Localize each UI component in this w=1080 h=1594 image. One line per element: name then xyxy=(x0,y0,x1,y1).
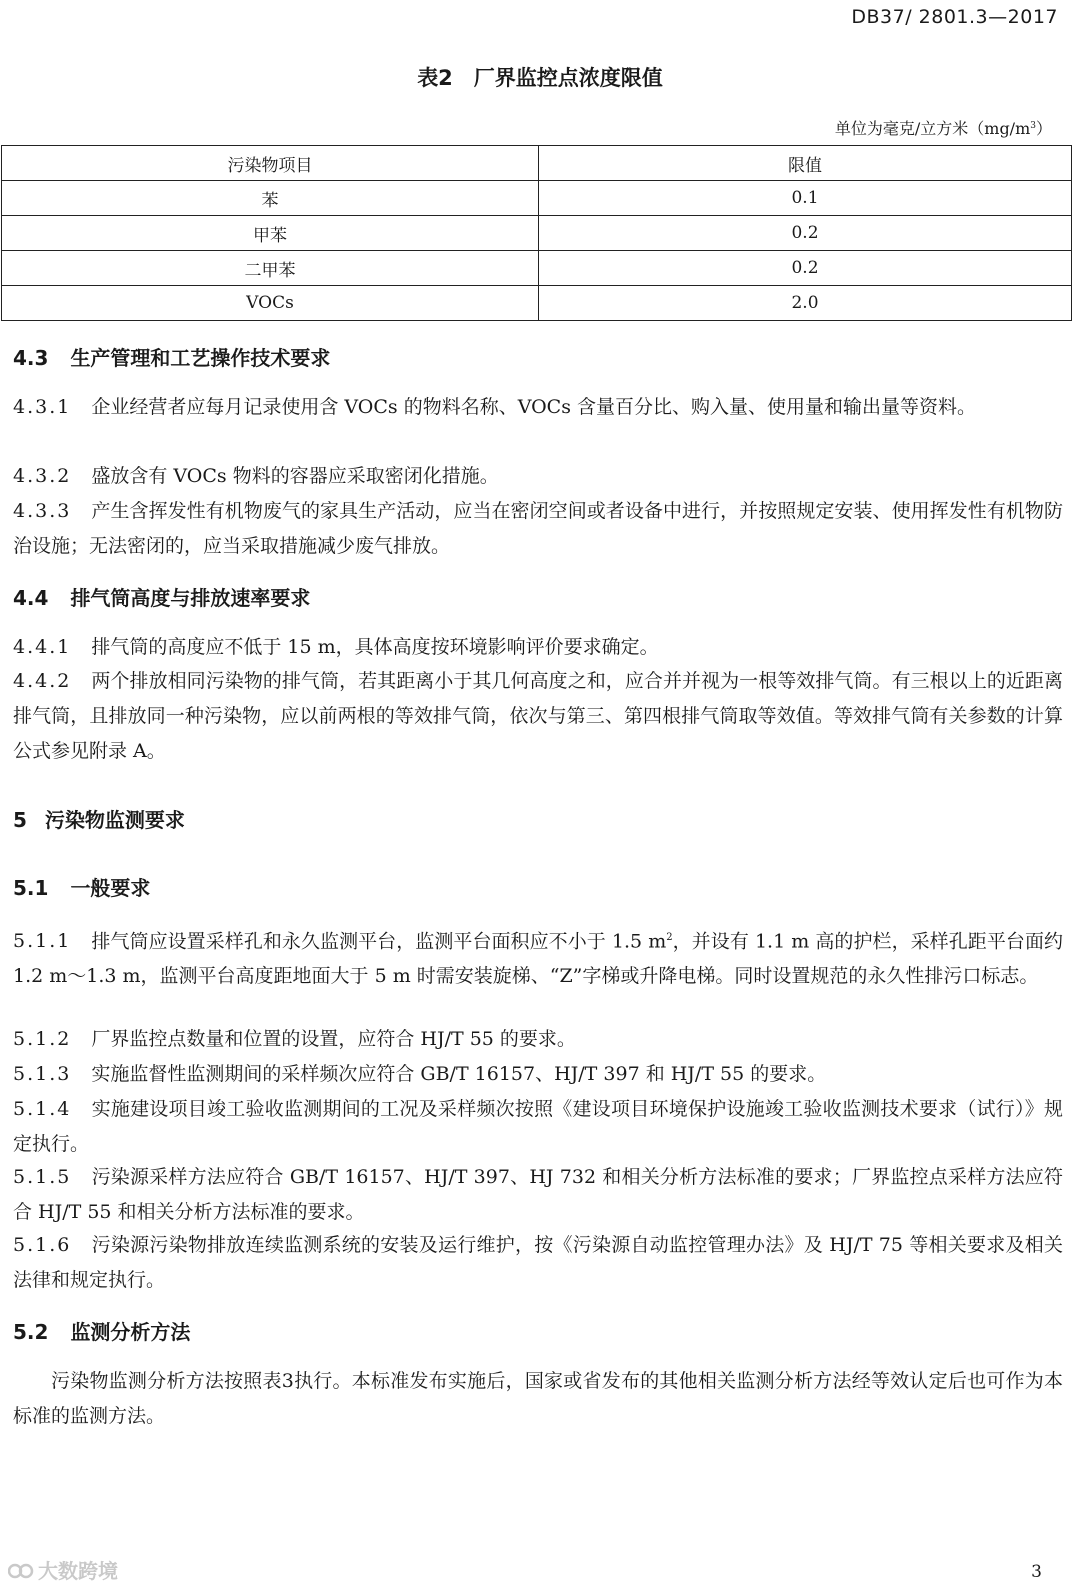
pollutant-cell: VOCs xyxy=(2,286,539,321)
brand-logo-icon xyxy=(8,1561,34,1581)
pollutant-cell: 苯 xyxy=(2,181,539,216)
section-heading-4-4: 4.4 排气筒高度与排放速率要求 xyxy=(13,586,311,610)
page-number: 3 xyxy=(1031,1562,1042,1582)
clause-5-1-2: 5.1.2 厂界监控点数量和位置的设置，应符合 HJ/T 55 的要求。 xyxy=(13,1028,576,1050)
clause-4-3-1: 4.3.1 企业经营者应每月记录使用含 VOCs 的物料名称、VOCs 含量百分比、购入量、使用量和输出量等资料。 xyxy=(13,396,976,418)
chapter-heading-5: 5 污染物监测要求 xyxy=(13,808,185,832)
unit-note: 单位为毫克/立方米$(mg/m^3)$ xyxy=(834,119,1052,138)
table-header-row xyxy=(2,146,1072,181)
clause-5-1-6: 5.1.6 污染源污染物排放连续监测系统的安装及运行维护，按《污染源自动监控管理办法》及 HJ/T 75 等相关要求及相关法律和规定执行。 xyxy=(13,1234,1063,1291)
table-row xyxy=(2,251,1072,286)
clause-4-4-2: 4.4.2 两个排放相同污染物的排气筒，若其距离小于其几何高度之和，应合并并视为一根等效排气筒。有三根以上的近距离排气筒，且排放同一种污染物，应以前两根的等效排气筒，依次与第三、第四根排气筒取等效值。等效排气筒有关参数的计算公式参见附录 A。 xyxy=(13,670,1063,762)
table-row xyxy=(2,286,1072,321)
table-title: 表2 厂界监控点浓度限值 xyxy=(417,66,663,90)
limit-cell: 2.0 xyxy=(539,286,1072,321)
pollutant-cell: 甲苯 xyxy=(2,216,539,251)
section-5-2-body: 污染物监测分析方法按照表3执行。本标准发布实施后，国家或省发布的其他相关监测分析方法经等效认定后也可作为本标准的监测方法。 xyxy=(13,1370,1063,1427)
limit-cell: 0.2 xyxy=(539,251,1072,286)
clause-5-1-5: 5.1.5 污染源采样方法应符合 GB/T 16157、HJ/T 397、HJ 732 和相关分析方法标准的要求；厂界监控点采样方法应符合 HJ/T 55 和相关分析方法标准的要求。 xyxy=(13,1166,1063,1223)
section-heading-4-3: 4.3 生产管理和工艺操作技术要求 xyxy=(13,346,331,370)
limit-cell: 0.2 xyxy=(539,216,1072,251)
clause-5-1-1: 5.1.1 排气筒应设置采样孔和永久监测平台，监测平台面积应不小于 1.5 $m^2$，并设有 1.1 m 高的护栏，采样孔距平台面约 1.2 m～1.3 m，监测平台高度距地面大于 5 m 时需安装旋梯、“Z”字梯或升降电梯。同时设置规范的永久性排污口标志。 xyxy=(13,930,1063,988)
clause-4-3-3: 4.3.3 产生含挥发性有机物废气的家具生产活动，应当在密闭空间或者设备中进行，并按照规定安装、使用挥发性有机物防治设施；无法密闭的，应当采取措施减少废气排放。 xyxy=(13,500,1063,557)
watermark: 大数跨境 xyxy=(8,1555,118,1584)
concentration-limit-table xyxy=(1,145,1072,321)
section-heading-5-2: 5.2 监测分析方法 xyxy=(13,1320,191,1344)
clause-4-3-2: 4.3.2 盛放含有 VOCs 物料的容器应采取密闭化措施。 xyxy=(13,465,499,487)
document-code: DB37/ 2801.3—2017 xyxy=(851,6,1058,28)
pollutant-cell: 二甲苯 xyxy=(2,251,539,286)
column-header-limit: 限值 xyxy=(539,146,1072,181)
clause-5-1-4: 5.1.4 实施建设项目竣工验收监测期间的工况及采样频次按照《建设项目环境保护设施竣工验收监测技术要求（试行）》规定执行。 xyxy=(13,1098,1063,1155)
limit-cell: 0.1 xyxy=(539,181,1072,216)
table-row xyxy=(2,181,1072,216)
column-header-pollutant: 污染物项目 xyxy=(2,146,539,181)
clause-4-4-1: 4.4.1 排气筒的高度应不低于 15 m，具体高度按环境影响评价要求确定。 xyxy=(13,636,659,658)
section-heading-5-1: 5.1 一般要求 xyxy=(13,876,151,900)
table-row xyxy=(2,216,1072,251)
clause-5-1-3: 5.1.3 实施监督性监测期间的采样频次应符合 GB/T 16157、HJ/T 397 和 HJ/T 55 的要求。 xyxy=(13,1063,827,1085)
